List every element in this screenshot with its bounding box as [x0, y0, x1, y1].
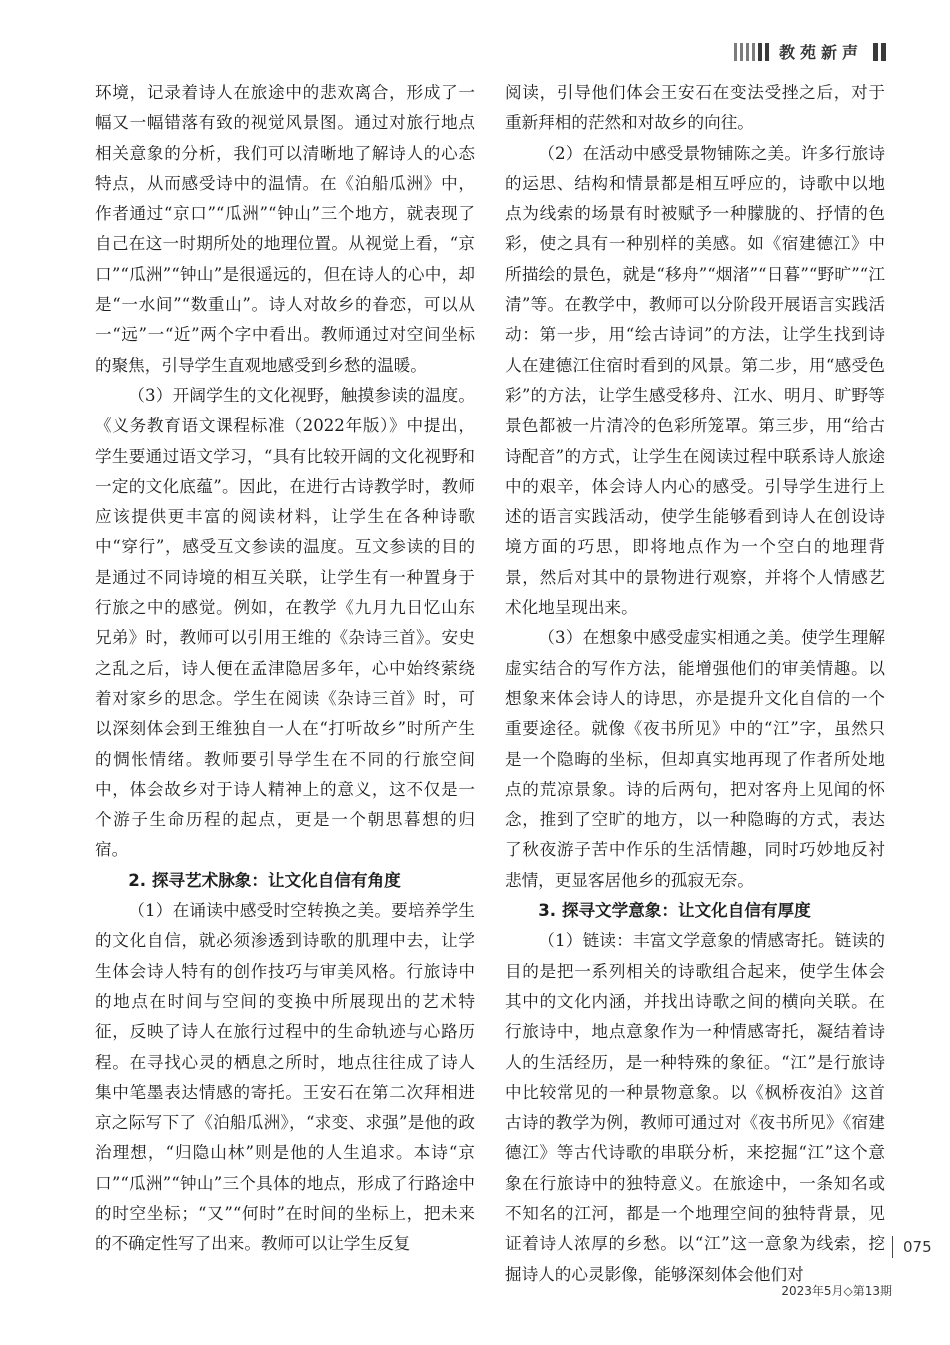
page-number: 075	[892, 1236, 932, 1258]
running-header	[734, 40, 886, 63]
column-section-title: 教苑新声	[778, 43, 863, 62]
paragraph: （2）在活动中感受景物铺陈之美。许多行旅诗的运思、结构和情景都是相互呼应的，诗歌中以地点为线索的场景有时被赋予一种朦胧的、抒情的色彩，使之具有一种别样的美感。如《宿建德江》中所描绘的景色，就是“移舟”“烟渚”“日暮”“野旷”“江清”等。在教学中，教师可以分阶段开展语言实践活动：第一步，用“绘古诗词”的方法，让学生找到诗人在建德江住宿时看到的风景。第二步，用“感受色彩”的方法，让学生感受移舟、江水、明月、旷野等景色都被一片清冷的色彩所笼罩。第三步，用“给古诗配音”的方式，让学生在阅读过程中联系诗人旅途中的艰辛，体会诗人内心的感受。引导学生进行上述的语言实践活动，使学生能够看到诗人在创设诗境方面的巧思，即将地点作为一个空白的地理背景，然后对其中的景物进行观察，并将个人情感艺术化地呈现出来。	[505, 143, 885, 618]
right-text-column	[505, 78, 885, 1290]
section-heading: 3. 探寻文学意象：让文化自信有厚度	[538, 901, 811, 921]
paragraph: （1）链读：丰富文学意象的情感寄托。链读的目的是把一系列相关的诗歌组合起来，使学生体会其中的文化内涵，并找出诗歌之间的横向关联。在行旅诗中，地点意象作为一种情感寄托，凝结着诗人的生活经历，是一种特殊的象征。“江”是行旅诗中比较常见的一种景物意象。以《枫桥夜泊》这首古诗的教学为例，教师可通过对《夜书所见》《宿建德江》等古代诗歌的串联分析，来挖掘“江”这个意象在行旅诗中的独特意义。在旅途中，一条知名或不知名的江河，都是一个地理空间的独特背景，见证着诗人浓厚的乡愁。以“江”这一意象为线索，挖掘诗人的心灵影像，能够深刻体会他们对	[505, 931, 885, 1284]
paragraph: （1）在诵读中感受时空转换之美。要培养学生的文化自信，就必须渗透到诗歌的肌理中去，让学生体会诗人特有的创作技巧与审美风格。行旅诗中的地点在时间与空间的变换中所展现出的艺术特征，反映了诗人在旅行过程中的生命轨迹与心路历程。在寻找心灵的栖息之所时，地点往往成了诗人集中笔墨表达情感的寄托。王安石在第二次拜相进京之际写下了《泊船瓜洲》，“求变、求强”是他的政治理想，“归隐山林”则是他的人生追求。本诗“京口”“瓜洲”“钟山”三个具体的地点，形成了行路途中的时空坐标；“又”“何时”在时间的坐标上，把未来的不确定性写了出来。教师可以让学生反复	[95, 901, 475, 1254]
paragraph: 环境，记录着诗人在旅途中的悲欢离合，形成了一幅又一幅错落有致的视觉风景图。通过对旅行地点相关意象的分析，我们可以清晰地了解诗人的心态特点，从而感受诗中的温情。在《泊船瓜洲》中，作者通过“京口”“瓜洲”“钟山”三个地方，就表现了自己在这一时期所处的地理位置。从视觉上看，“京口”“瓜洲”“钟山”是很遥远的，但在诗人的心中，却是“一水间”“数重山”。诗人对故乡的眷恋，可以从一“远”一“近”两个字中看出。教师通过对空间坐标的聚焦，引导学生直观地感受到乡愁的温暖。	[95, 83, 475, 375]
section-heading: 2. 探寻艺术脉象：让文化自信有角度	[128, 870, 401, 890]
paragraph: （3）在想象中感受虚实相通之美。使学生理解虚实结合的写作方法，能增强他们的审美情趣。以想象来体会诗人的诗思，亦是提升文化自信的一个重要途径。就像《夜书所见》中的“江”字，虽然只是一个隐晦的坐标，但却真实地再现了作者所处地点的荒凉景象。诗的后两句，把对客舟上见闻的怀念，推到了空旷的地方，以一种隐晦的方式，表达了秋夜游子苦中作乐的生活情趣，同时巧妙地反衬悲情，更显客居他乡的孤寂无奈。	[505, 628, 885, 890]
issue-info: 2023年5月◇第13期	[781, 1284, 892, 1298]
header-end-bars	[873, 43, 886, 61]
paragraph: （3）开阔学生的文化视野，触摸参读的温度。《义务教育语文课程标准（2022年版）》中提出，学生要通过语文学习，“具有比较开阔的文化视野和一定的文化底蕴”。因此，在进行古诗教学时，教师应该提供更丰富的阅读材料，让学生在各种诗歌中“穿行”，感受互文参读的温度。互文参读的目的是通过不同诗境的相互关联，让学生有一种置身于行旅之中的感觉。例如，在教学《九月九日忆山东兄弟》时，教师可以引用王维的《杂诗三首》。安史之乱之后，诗人便在孟津隐居多年，心中始终萦绕着对家乡的思念。学生在阅读《杂诗三首》时，可以深刻体会到王维独自一人在“打听故乡”时所产生的惆怅情绪。教师要引导学生在不同的行旅空间中，体会故乡对于诗人精神上的意义，这不仅是一个游子生命历程的起点，更是一个朝思暮想的归宿。	[95, 385, 475, 860]
header-decoration-bars	[734, 43, 769, 61]
left-text-column	[95, 78, 475, 1260]
paragraph: 阅读，引导他们体会王安石在变法受挫之后，对于重新拜相的茫然和对故乡的向往。	[505, 83, 885, 133]
